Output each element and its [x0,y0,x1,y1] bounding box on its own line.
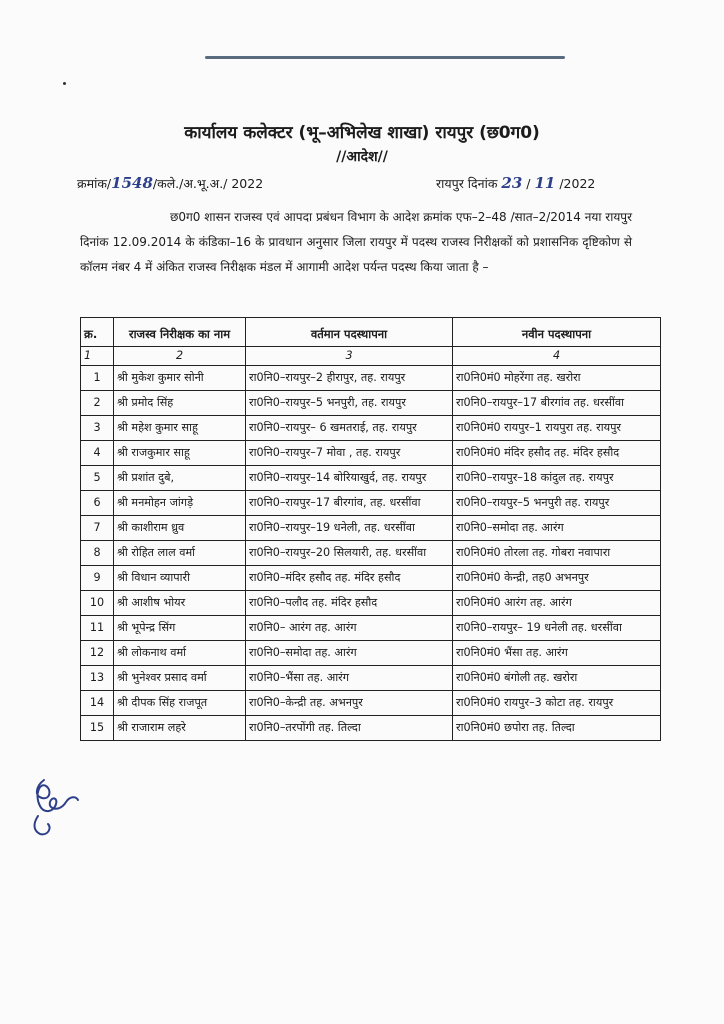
row-serial: 13 [81,666,114,691]
row-inspector-name: श्री दीपक सिंह राजपूत [114,691,246,716]
row-current-posting: रा0नि0–केन्द्री तह. अभनपुर [246,691,453,716]
row-serial: 6 [81,491,114,516]
column-number-row [81,347,661,366]
column-number: 4 [453,347,661,366]
table-row [81,616,661,641]
row-new-posting: रा0नि0–रायपुर– 19 धनेली तह. धरसींवा [453,616,661,641]
header-inspector-name: राजस्व निरीक्षक का नाम [114,318,246,347]
header-current-posting: वर्तमान पदस्थापना [246,318,453,347]
table-row [81,591,661,616]
row-serial: 12 [81,641,114,666]
row-inspector-name: श्री मुकेश कुमार सोनी [114,366,246,391]
row-inspector-name: श्री भूपेन्द्र सिंग [114,616,246,641]
row-inspector-name: श्री प्रमोद सिंह [114,391,246,416]
row-inspector-name: श्री लोकनाथ वर्मा [114,641,246,666]
row-inspector-name: श्री महेश कुमार साहू [114,416,246,441]
row-current-posting: रा0नि0–रायपुर–2 हीरापुर, तह. रायपुर [246,366,453,391]
row-serial: 3 [81,416,114,441]
row-serial: 9 [81,566,114,591]
date-year: /2022 [559,176,596,191]
row-current-posting: रा0नि0–मंदिर हसौद तह. मंदिर हसौद [246,566,453,591]
table-row [81,391,661,416]
row-serial: 7 [81,516,114,541]
row-new-posting: रा0नि0मं0 मंदिर हसौद तह. मंदिर हसौद [453,441,661,466]
row-new-posting: रा0नि0मं0 छपोरा तह. तिल्दा [453,716,661,741]
row-inspector-name: श्री भुनेश्वर प्रसाद वर्मा [114,666,246,691]
row-serial: 4 [81,441,114,466]
header-new-posting: नवीन पदस्थापना [453,318,661,347]
row-current-posting: रा0नि0–पलौद तह. मंदिर हसौद [246,591,453,616]
row-inspector-name: श्री विधान व्यापारी [114,566,246,591]
row-new-posting: रा0नि0मं0 भैंसा तह. आरंग [453,641,661,666]
row-current-posting: रा0नि0– आरंग तह. आरंग [246,616,453,641]
table-row [81,466,661,491]
order-paragraph: छ0ग0 शासन राजस्व एवं आपदा प्रबंधन विभाग के आदेश क्रमांक एफ–2–48 /सात–2/2014 नया रायपुर दिनांक 12.09.2014 के कंडिका–16 के प्रावधान अनुसार जिला रायपुर में पदस्थ राजस्व निरीक्षकों को प्रशासनिक दृष्टिकोण से कॉलम नंबर 4 में अंकित राजस्व निरीक्षक मंडल में आगामी आदेश पर्यन्त पदस्थ किया जाता है – [80,210,632,274]
row-current-posting: रा0नि0–समोदा तह. आरंग [246,641,453,666]
column-number: 1 [81,347,114,366]
row-current-posting: रा0नि0–रायपुर–14 बोरियाखुर्द, तह. रायपुर [246,466,453,491]
row-serial: 5 [81,466,114,491]
handwritten-signature [26,772,84,842]
row-new-posting: रा0नि0मं0 बंगोली तह. खरोरा [453,666,661,691]
ink-dot [63,82,66,85]
row-current-posting: रा0नि0–भैंसा तह. आरंग [246,666,453,691]
row-new-posting: रा0नि0मं0 रायपुर–1 रायपुरा तह. रायपुर [453,416,661,441]
table-row [81,516,661,541]
column-number: 2 [114,347,246,366]
table-row [81,666,661,691]
row-current-posting: रा0नि0–रायपुर–17 बीरगांव, तह. धरसींवा [246,491,453,516]
row-serial: 11 [81,616,114,641]
kramank-rest: /कले./अ.भू.अ./ 2022 [152,176,264,191]
row-inspector-name: श्री राजकुमार साहू [114,441,246,466]
row-inspector-name: श्री राजाराम लहरे [114,716,246,741]
header-serial: क्र. [81,318,114,347]
table-row [81,491,661,516]
row-current-posting: रा0नि0–रायपुर–20 सिलयारी, तह. धरसींवा [246,541,453,566]
row-serial: 8 [81,541,114,566]
table-row [81,441,661,466]
row-current-posting: रा0नि0–तरपोंगी तह. तिल्दा [246,716,453,741]
row-current-posting: रा0नि0–रायपुर–7 मोवा , तह. रायपुर [246,441,453,466]
kramank-label: क्रमांक [77,176,107,191]
row-new-posting: रा0नि0–रायपुर–18 कांदुल तह. रायपुर [453,466,661,491]
row-new-posting: रा0नि0मं0 रायपुर–3 कोटा तह. रायपुर [453,691,661,716]
row-new-posting: रा0नि0मं0 केन्द्री, तह0 अभनपुर [453,566,661,591]
column-number: 3 [246,347,453,366]
row-inspector-name: श्री आशीष भोयर [114,591,246,616]
table-row [81,691,661,716]
row-current-posting: रा0नि0–रायपुर–19 धनेली, तह. धरसींवा [246,516,453,541]
row-serial: 14 [81,691,114,716]
row-new-posting: रा0नि0मं0 आरंग तह. आरंग [453,591,661,616]
table-row [81,416,661,441]
row-inspector-name: श्री रोहित लाल वर्मा [114,541,246,566]
table-row [81,566,661,591]
reference-number: क्रमांक/1548/कले./अ.भू.अ./ 2022 [77,174,264,192]
row-inspector-name: श्री प्रशांत दुबे, [114,466,246,491]
top-rule [205,56,565,59]
date-day: 23 [501,174,523,192]
order-heading: //आदेश// [336,149,388,165]
row-serial: 2 [81,391,114,416]
row-serial: 15 [81,716,114,741]
office-heading: कार्यालय कलेक्टर (भू–अभिलेख शाखा) रायपुर (छ0ग0) [184,123,540,143]
row-new-posting: रा0नि0–रायपुर–5 भनपुरी तह. रायपुर [453,491,661,516]
row-current-posting: रा0नि0–रायपुर– 6 खमतराई, तह. रायपुर [246,416,453,441]
row-new-posting: रा0नि0–समोदा तह. आरंग [453,516,661,541]
row-new-posting: रा0नि0–रायपुर–17 बीरगांव तह. धरसींवा [453,391,661,416]
posting-table [80,317,661,741]
table-header-row [81,318,661,347]
table-row [81,716,661,741]
order-date: रायपुर दिनांक 23 / 11 /2022 [436,174,596,192]
table-row [81,541,661,566]
table-row [81,366,661,391]
row-serial: 1 [81,366,114,391]
kramank-number: 1548 [111,174,153,192]
table-row [81,641,661,666]
row-new-posting: रा0नि0मं0 तोरला तह. गोबरा नवापारा [453,541,661,566]
row-inspector-name: श्री मनमोहन जांगड़े [114,491,246,516]
date-label: रायपुर दिनांक [436,176,498,191]
row-serial: 10 [81,591,114,616]
row-new-posting: रा0नि0मं0 मोहरेंगा तह. खरोरा [453,366,661,391]
row-inspector-name: श्री काशीराम ध्रुव [114,516,246,541]
date-month: 11 [534,174,556,192]
row-current-posting: रा0नि0–रायपुर–5 भनपुरी, तह. रायपुर [246,391,453,416]
